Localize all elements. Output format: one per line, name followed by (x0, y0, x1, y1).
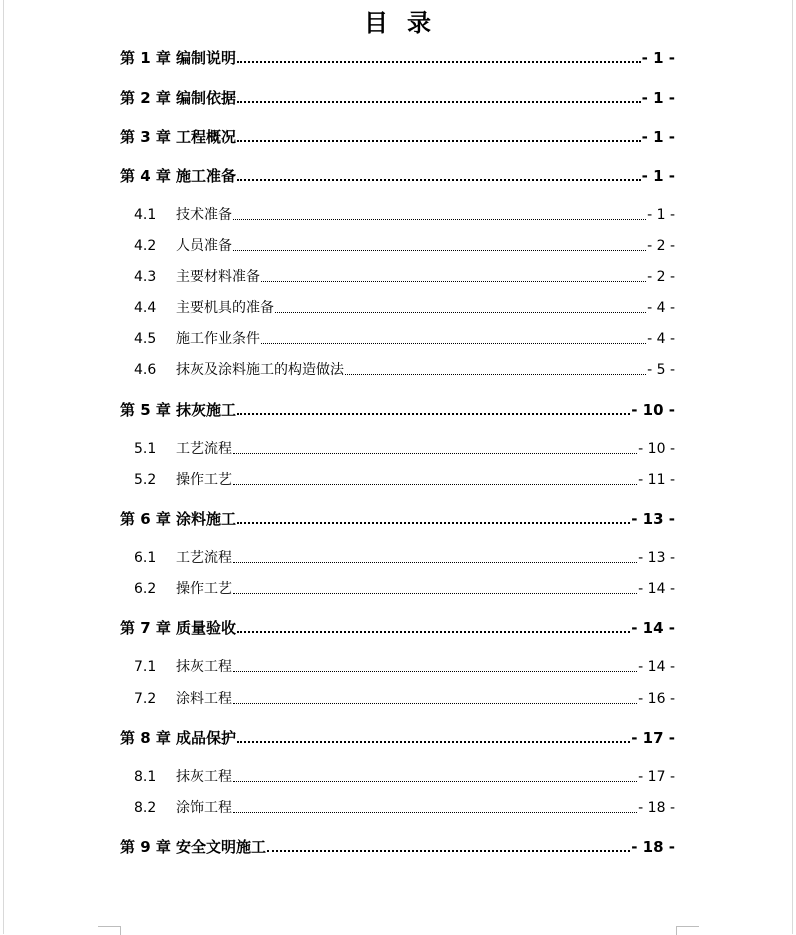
toc-entry-title: 涂料施工 (176, 510, 237, 528)
toc-entry-title: 安全文明施工 (176, 838, 267, 856)
toc-entry-number: 第 9 章 (120, 838, 171, 856)
toc-dot-leader (261, 281, 646, 282)
toc-entry-title: 质量验收 (176, 619, 237, 637)
toc-section-entry[interactable] (120, 654, 675, 676)
toc-entry-page-number: - 14 - (638, 581, 675, 597)
toc-entry-page-number: - 4 - (647, 331, 675, 347)
toc-entry-page-number: - 1 - (647, 207, 675, 223)
toc-entry-title: 编制说明 (176, 49, 237, 67)
page-edge-right (792, 0, 793, 934)
toc-entry-number: 8.1 (134, 769, 157, 785)
toc-dot-leader (345, 374, 646, 375)
toc-entry-page-number: - 16 - (638, 691, 675, 707)
toc-entry-page-number: - 11 - (638, 472, 675, 488)
toc-entry-page-number: - 17 - (631, 729, 675, 747)
toc-entry-page-number: - 2 - (647, 269, 675, 285)
toc-dot-leader (233, 781, 637, 782)
toc-dot-leader (237, 631, 630, 633)
toc-entry-number: 7.1 (134, 659, 157, 675)
toc-chapter-entry[interactable] (120, 45, 675, 67)
toc-dot-leader (237, 61, 641, 63)
toc-entry-title: 人员准备 (176, 238, 232, 254)
toc-chapter-entry[interactable] (120, 124, 675, 146)
toc-entry-title: 抹灰及涂料施工的构造做法 (176, 362, 344, 378)
toc-title-char-2: 录 (407, 8, 432, 37)
toc-dot-leader (233, 562, 637, 563)
toc-dot-leader (233, 219, 646, 220)
toc-entry-title: 施工作业条件 (176, 331, 260, 347)
toc-chapter-entry[interactable] (120, 397, 675, 419)
toc-section-entry[interactable] (120, 202, 675, 224)
toc-dot-leader (237, 413, 630, 415)
toc-entry-page-number: - 14 - (638, 659, 675, 675)
toc-entry-number: 5.2 (134, 472, 157, 488)
toc-section-entry[interactable] (120, 436, 675, 458)
toc-entry-number: 4.2 (134, 238, 157, 254)
toc-entry-number: 第 8 章 (120, 729, 171, 747)
toc-entry-title: 涂饰工程 (176, 800, 232, 816)
toc-dot-leader (237, 741, 630, 743)
toc-entry-number: 第 6 章 (120, 510, 171, 528)
toc-entry-page-number: - 1 - (641, 49, 675, 67)
toc-entry-number: 4.5 (134, 331, 157, 347)
toc-entry-number: 4.3 (134, 269, 157, 285)
toc-entry-title: 编制依据 (176, 89, 237, 107)
toc-chapter-entry[interactable] (120, 725, 675, 747)
toc-entry-number: 4.1 (134, 207, 157, 223)
toc-entry-page-number: - 17 - (638, 769, 675, 785)
toc-chapter-entry[interactable] (120, 615, 675, 637)
toc-chapter-entry[interactable] (120, 834, 675, 856)
toc-entry-title: 涂料工程 (176, 691, 232, 707)
toc-entry-title: 工艺流程 (176, 441, 232, 457)
toc-entry-page-number: - 14 - (631, 619, 675, 637)
toc-entry-number: 8.2 (134, 800, 157, 816)
toc-dot-leader (233, 484, 637, 485)
toc-title (0, 6, 796, 40)
toc-chapter-entry[interactable] (120, 506, 675, 528)
toc-entry-page-number: - 4 - (647, 300, 675, 316)
toc-entry-title: 技术准备 (176, 207, 232, 223)
toc-entry-title: 主要材料准备 (176, 269, 260, 285)
toc-entry-page-number: - 18 - (631, 838, 675, 856)
toc-entry-title: 操作工艺 (176, 581, 232, 597)
toc-entry-number: 5.1 (134, 441, 157, 457)
toc-section-entry[interactable] (120, 764, 675, 786)
toc-entry-number: 7.2 (134, 691, 157, 707)
toc-entry-page-number: - 10 - (631, 401, 675, 419)
page-edge-left (3, 0, 4, 934)
toc-section-entry[interactable] (120, 576, 675, 598)
toc-dot-leader (275, 312, 646, 313)
toc-dot-leader (233, 703, 637, 704)
toc-entry-page-number: - 13 - (638, 550, 675, 566)
toc-dot-leader (233, 250, 646, 251)
toc-entry-title: 操作工艺 (176, 472, 232, 488)
toc-entry-page-number: - 1 - (641, 128, 675, 146)
toc-entry-page-number: - 18 - (638, 800, 675, 816)
toc-entry-number: 4.6 (134, 362, 157, 378)
toc-title-char-1: 目 (364, 8, 389, 37)
toc-section-entry[interactable] (120, 795, 675, 817)
toc-dot-leader (233, 593, 637, 594)
toc-section-entry[interactable] (120, 264, 675, 286)
toc-entry-number: 4.4 (134, 300, 157, 316)
toc-dot-leader (233, 671, 637, 672)
toc-entry-title: 主要机具的准备 (176, 300, 274, 316)
toc-entry-number: 第 2 章 (120, 89, 171, 107)
toc-entry-title: 抹灰施工 (176, 401, 237, 419)
toc-entry-title: 工程概况 (176, 128, 237, 146)
toc-dot-leader (267, 850, 630, 852)
toc-entry-number: 第 5 章 (120, 401, 171, 419)
toc-dot-leader (261, 343, 646, 344)
toc-entry-title: 施工准备 (176, 167, 237, 185)
toc-section-entry[interactable] (120, 295, 675, 317)
toc-dot-leader (237, 101, 641, 103)
toc-entry-page-number: - 1 - (641, 167, 675, 185)
toc-section-entry[interactable] (120, 233, 675, 255)
toc-chapter-entry[interactable] (120, 85, 675, 107)
toc-section-entry[interactable] (120, 326, 675, 348)
toc-section-entry[interactable] (120, 686, 675, 708)
toc-entry-page-number: - 1 - (641, 89, 675, 107)
toc-entry-number: 第 3 章 (120, 128, 171, 146)
toc-section-entry[interactable] (120, 357, 675, 379)
toc-section-entry[interactable] (120, 467, 675, 489)
toc-entry-number: 第 1 章 (120, 49, 171, 67)
toc-entry-title: 工艺流程 (176, 550, 232, 566)
toc-entry-title: 成品保护 (176, 729, 237, 747)
toc-dot-leader (233, 812, 637, 813)
toc-dot-leader (233, 453, 637, 454)
toc-dot-leader (237, 522, 630, 524)
toc-dot-leader (237, 140, 641, 142)
toc-entry-number: 第 4 章 (120, 167, 171, 185)
toc-section-entry[interactable] (120, 545, 675, 567)
toc-entry-page-number: - 2 - (647, 238, 675, 254)
toc-entry-title: 抹灰工程 (176, 769, 232, 785)
toc-entry-number: 6.2 (134, 581, 157, 597)
toc-entry-number: 6.1 (134, 550, 157, 566)
toc-dot-leader (237, 179, 641, 181)
toc-entry-number: 第 7 章 (120, 619, 171, 637)
toc-entry-title: 抹灰工程 (176, 659, 232, 675)
toc-entry-page-number: - 10 - (638, 441, 675, 457)
toc-entry-page-number: - 13 - (631, 510, 675, 528)
toc-entry-page-number: - 5 - (647, 362, 675, 378)
toc-chapter-entry[interactable] (120, 163, 675, 185)
